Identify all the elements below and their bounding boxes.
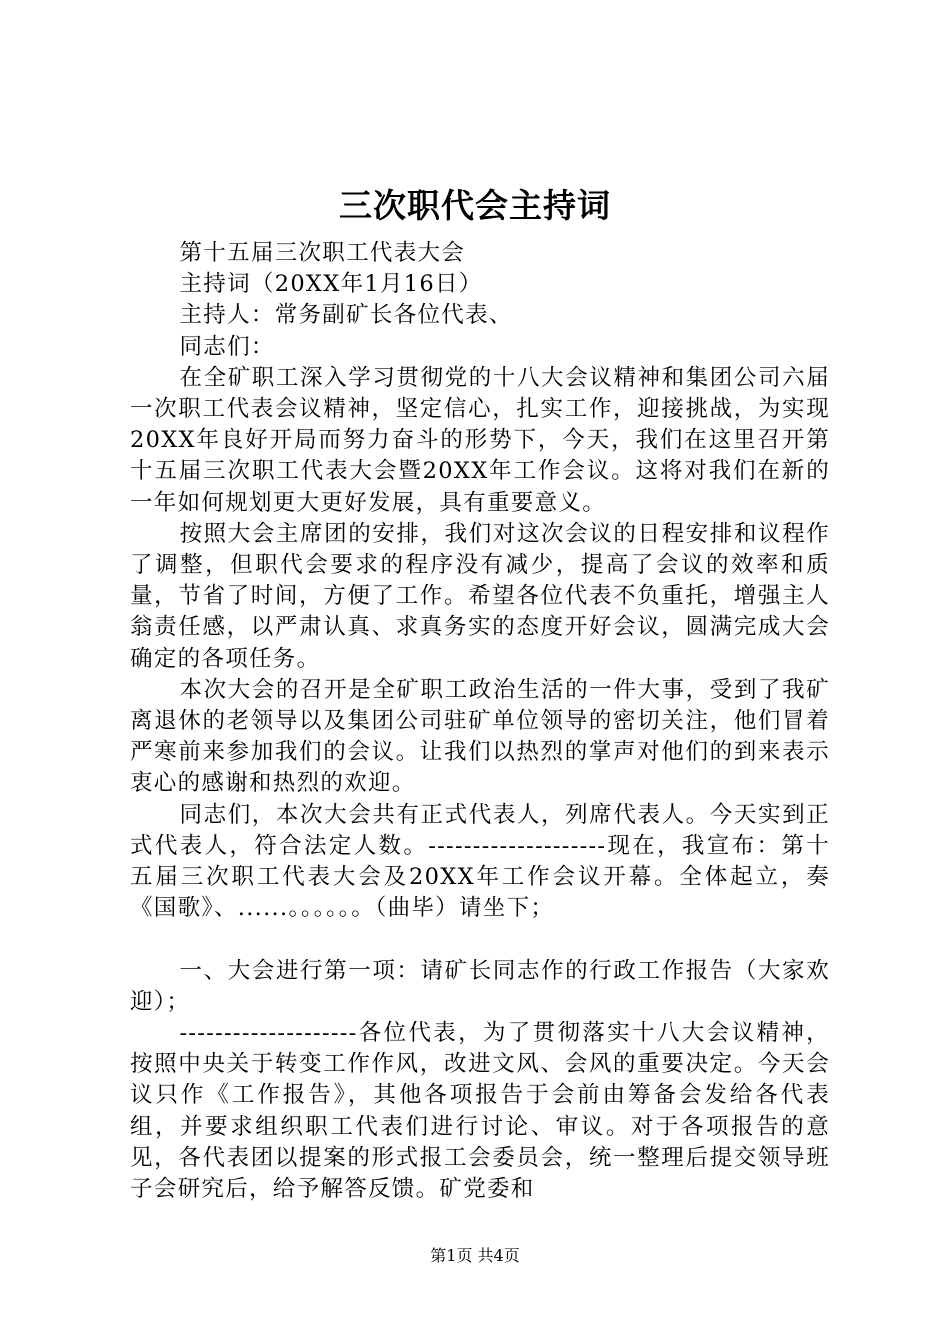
host-line: 主持人：常务副矿长各位代表、 (179, 302, 513, 329)
agenda-item-1: 一、大会进行第一项：请矿长同志作的行政工作报告（大家欢迎）； (130, 957, 830, 1015)
salutation-line: 同志们： (179, 333, 275, 360)
body-paragraph: --------------------各位代表，为了贯彻落实十八大会议精神，按照中央关于转变工作作风，改进文风、会风的重要决定。今天会议只作《工作报告》，其他各项报告于会前由筹备会发给各代表组，并要求组织职工代表们进行讨论、审议。对于各项报告的意见，各代表团以提案的形式报工会委员会，统一整理后提交领导班子会研究后，给予解答反馈。矿党委和 (130, 1020, 830, 1203)
speech-date-line: 主持词（20XX年1月16日） (179, 271, 483, 298)
document-title: 三次职代会主持词 (339, 186, 611, 225)
meeting-name-line: 第十五届三次职工代表大会 (179, 240, 466, 266)
body-paragraph: 按照大会主席团的安排，我们对这次会议的日程安排和议程作了调整，但职代会要求的程序没有减少，提高了会议的效率和质量，节省了时间，方便了工作。希望各位代表不负重托，增强主人翁责任感，以严肃认真、求真务实的态度开好会议，圆满完成大会确定的各项任务。 (130, 520, 830, 672)
body-paragraph: 同志们，本次大会共有正式代表人，列席代表人。今天实到正式代表人，符合法定人数。--------------------现在，我宣布：第十五届三次职工代表大会及20XX年工作会议开幕。全体起立，奏《国歌》、......。。。。。。（曲毕）请坐下； (130, 801, 830, 922)
document-body (130, 238, 830, 1205)
page-footer: 第1页 共4页 (430, 1246, 520, 1265)
body-paragraph: 本次大会的召开是全矿职工政治生活的一件大事，受到了我矿离退休的老领导以及集团公司驻矿单位领导的密切关注，他们冒着严寒前来参加我们的会议。让我们以热烈的掌声对他们的到来表示衷心的感谢和热烈的欢迎。 (130, 676, 830, 797)
body-paragraph: 在全矿职工深入学习贯彻党的十八大会议精神和集团公司六届一次职工代表会议精神，坚定信心，扎实工作，迎接挑战，为实现20XX年良好开局而努力奋斗的形势下，今天，我们在这里召开第十五届三次职工代表大会暨20XX年工作会议。这将对我们在新的一年如何规划更大更好发展，具有重要意义。 (130, 364, 830, 516)
